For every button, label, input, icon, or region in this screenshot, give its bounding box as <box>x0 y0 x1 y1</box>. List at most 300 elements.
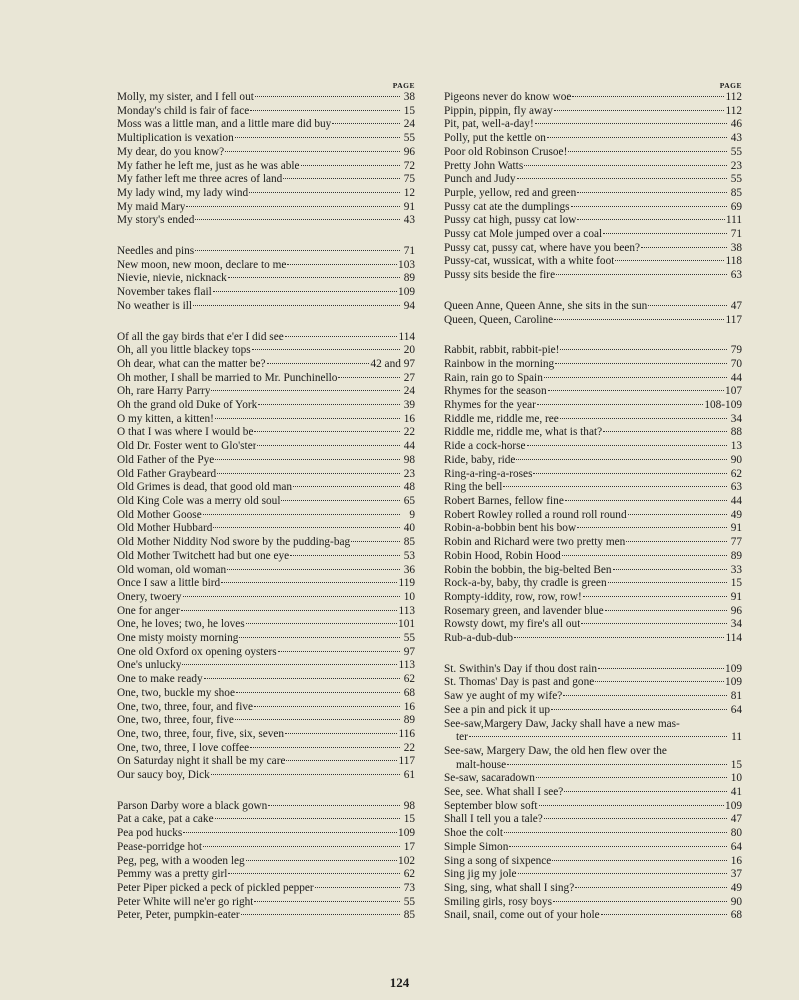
entry-title: Pussy sits beside the fire <box>444 269 556 282</box>
entry-page: 49 <box>730 508 742 521</box>
entry-title: Pit, pat, well-a-day! <box>444 118 534 131</box>
index-entry <box>117 160 415 174</box>
entry-page: 72 <box>403 159 415 172</box>
index-entry <box>444 855 742 869</box>
dot-leader <box>527 445 727 446</box>
entry-page: 75 <box>403 173 415 186</box>
dot-leader <box>605 610 727 611</box>
entry-page: 80 <box>730 827 742 840</box>
entry-page: 109 <box>725 676 742 689</box>
entry-title: One, two, buckle my shoe <box>117 686 235 699</box>
entry-title: Robin-a-bobbin bent his bow <box>444 522 577 535</box>
dot-leader <box>595 681 724 682</box>
index-entry <box>117 882 415 896</box>
entry-page: 64 <box>730 703 742 716</box>
entry-title: O my kitten, a kitten! <box>117 412 214 425</box>
dot-leader <box>258 404 400 405</box>
index-entry <box>444 118 742 132</box>
entry-title: September blow soft <box>444 799 538 812</box>
index-entry <box>117 577 415 591</box>
index-entry <box>117 536 415 550</box>
index-entry <box>444 146 742 160</box>
entry-page: 24 <box>403 118 415 131</box>
dot-leader <box>254 431 400 432</box>
entry-page: 109 <box>398 827 415 840</box>
entry-title: O that I was where I would be <box>117 426 254 439</box>
dot-leader <box>563 695 727 696</box>
dot-leader <box>285 733 397 734</box>
dot-leader <box>613 569 727 570</box>
dot-leader <box>518 873 728 874</box>
entry-page: 89 <box>403 714 415 727</box>
index-entry <box>117 146 415 160</box>
entry-page: 73 <box>403 881 415 894</box>
entry-page: 42 and 97 <box>370 357 415 370</box>
index-entry <box>444 228 742 242</box>
index-entry <box>444 745 742 759</box>
index-entry <box>117 605 415 619</box>
index-entry <box>117 173 415 187</box>
entry-page: 117 <box>725 313 742 326</box>
index-entry <box>117 550 415 564</box>
index-entry <box>444 481 742 495</box>
entry-page: 15 <box>403 104 415 117</box>
index-entry <box>444 495 742 509</box>
index-entry <box>444 632 742 646</box>
entry-page: 44 <box>730 371 742 384</box>
entry-page: 97 <box>403 645 415 658</box>
index-entry <box>444 690 742 704</box>
entry-page: 68 <box>403 686 415 699</box>
entry-title: One, he loves; two, he loves <box>117 618 245 631</box>
entry-title: Pea pod hucks <box>117 827 183 840</box>
index-entry <box>444 882 742 896</box>
entry-page: 55 <box>730 173 742 186</box>
dot-leader <box>516 459 727 460</box>
entry-page: 62 <box>730 467 742 480</box>
entry-title: Punch and Judy <box>444 173 516 186</box>
entry-title: See-saw,Margery Daw, Jacky shall have a new mas- <box>444 717 680 730</box>
index-entry <box>444 841 742 855</box>
entry-page: 62 <box>403 673 415 686</box>
index-entry <box>117 187 415 201</box>
dot-leader <box>577 219 724 220</box>
entry-title: Ring the bell <box>444 481 503 494</box>
dot-leader <box>564 791 727 792</box>
entry-page: 38 <box>403 91 415 103</box>
entry-page: 40 <box>403 522 415 535</box>
entry-title: Old Mother Hubbard <box>117 522 213 535</box>
entry-title: Monday's child is fair of face <box>117 104 250 117</box>
entry-title: Pussy cat high, pussy cat low <box>444 214 577 227</box>
dot-leader <box>254 706 400 707</box>
dot-leader <box>517 178 727 179</box>
dot-leader <box>211 390 400 391</box>
entry-page: 34 <box>730 618 742 631</box>
entry-page: 94 <box>403 299 415 312</box>
entry-title: Old Mother Twitchett had but one eye <box>117 549 290 562</box>
entry-page: 16 <box>730 854 742 867</box>
page-column-header: PAGE <box>719 81 742 90</box>
dot-leader <box>547 137 727 138</box>
dot-leader <box>641 247 727 248</box>
entry-page: 10 <box>730 772 742 785</box>
index-entry <box>117 344 415 358</box>
entry-page: 103 <box>398 258 415 271</box>
index-entry <box>117 372 415 386</box>
entry-page: 79 <box>730 344 742 357</box>
dot-leader <box>332 123 400 124</box>
entry-title: My father he left me, just as he was able <box>117 159 300 172</box>
entry-page: 64 <box>730 840 742 853</box>
entry-page: 53 <box>403 549 415 562</box>
index-entry <box>117 714 415 728</box>
index-entry <box>444 868 742 882</box>
entry-page: 15 <box>730 758 742 771</box>
entry-page: 108-109 <box>704 399 742 412</box>
entry-title: Rainbow in the morning <box>444 357 555 370</box>
dot-leader <box>228 873 400 874</box>
entry-title: malt-house <box>456 758 507 771</box>
entry-title: Molly, my sister, and I fell out <box>117 91 254 103</box>
dot-leader <box>575 887 727 888</box>
index-entry <box>444 577 742 591</box>
entry-page: 55 <box>730 145 742 158</box>
entry-title: Old King Cole was a merry old soul <box>117 494 281 507</box>
entry-page: 91 <box>730 590 742 603</box>
entry-page: 77 <box>730 536 742 549</box>
entry-title: Oh, all you little blackey tops <box>117 344 251 357</box>
entry-title: See a pin and pick it up <box>444 703 551 716</box>
index-entry <box>444 618 742 632</box>
index-entry <box>117 468 415 482</box>
entry-title: Old Father of the Pye <box>117 453 215 466</box>
page-column-header: PAGE <box>392 81 415 90</box>
index-entry <box>117 118 415 132</box>
entry-title: Rhymes for the year <box>444 399 536 412</box>
index-entry <box>444 399 742 413</box>
dot-leader <box>551 709 727 710</box>
index-entry <box>444 132 742 146</box>
index-entry <box>117 259 415 273</box>
entry-page: 62 <box>403 868 415 881</box>
entry-title: Pussy-cat, wussicat, with a white foot <box>444 255 615 268</box>
index-entry <box>444 564 742 578</box>
dot-leader <box>554 319 724 320</box>
entry-title: ter <box>456 731 468 744</box>
dot-leader <box>554 110 725 111</box>
dot-leader <box>509 846 727 847</box>
entry-page: 16 <box>403 700 415 713</box>
dot-leader <box>195 219 400 220</box>
entry-title: Old Mother Goose <box>117 508 202 521</box>
entry-page: 23 <box>403 467 415 480</box>
entry-title: Smiling girls, rosy boys <box>444 895 552 908</box>
dot-leader <box>608 582 727 583</box>
entry-page: 55 <box>403 895 415 908</box>
index-entry <box>444 605 742 619</box>
index-entry <box>117 632 415 646</box>
dot-leader <box>268 805 400 806</box>
dot-leader <box>249 192 400 193</box>
entry-page: 69 <box>730 200 742 213</box>
dot-leader <box>544 377 727 378</box>
entry-title: Ride, baby, ride <box>444 453 516 466</box>
index-entry <box>117 105 415 119</box>
dot-leader <box>581 623 727 624</box>
entry-page: 37 <box>730 868 742 881</box>
index-entry <box>444 160 742 174</box>
dot-leader <box>217 473 400 474</box>
entry-title: New moon, new moon, declare to me <box>117 258 287 271</box>
index-entry <box>117 868 415 882</box>
dot-leader <box>290 555 400 556</box>
entry-page: 39 <box>403 399 415 412</box>
dot-leader <box>544 818 727 819</box>
entry-page: 85 <box>403 536 415 549</box>
entry-page: 41 <box>730 786 742 799</box>
entry-title: Oh mother, I shall be married to Mr. Punchinello <box>117 371 338 384</box>
dot-leader <box>293 486 400 487</box>
dot-leader <box>195 250 400 251</box>
entry-page: 63 <box>730 269 742 282</box>
entry-title: Multiplication is vexation <box>117 132 234 145</box>
entry-title: One, two, three, four, five <box>117 714 234 727</box>
entry-page: 119 <box>398 577 415 590</box>
dot-leader <box>504 832 727 833</box>
index-entry <box>117 701 415 715</box>
right-column <box>444 80 742 940</box>
entry-page: 70 <box>730 357 742 370</box>
dot-leader <box>225 151 400 152</box>
index-entry <box>117 687 415 701</box>
dot-leader <box>227 569 400 570</box>
entry-page: 10 <box>403 590 415 603</box>
index-entry <box>444 300 742 314</box>
entry-title: My father left me three acres of land <box>117 173 283 186</box>
index-group <box>117 800 415 923</box>
entry-page: 12 <box>403 186 415 199</box>
entry-title: On Saturday night it shall be my care <box>117 755 286 768</box>
dot-leader <box>524 165 727 166</box>
index-entry <box>444 468 742 482</box>
dot-leader <box>281 500 400 501</box>
dot-leader <box>183 596 400 597</box>
dot-leader <box>568 151 727 152</box>
dot-leader <box>286 760 397 761</box>
entry-title: One old Oxford ox opening oysters <box>117 645 277 658</box>
entry-title: Pease-porridge hot <box>117 840 203 853</box>
dot-leader <box>536 777 727 778</box>
index-group <box>117 91 415 228</box>
index-entry <box>444 786 742 800</box>
entry-page: 46 <box>730 118 742 131</box>
dot-leader <box>215 818 400 819</box>
entry-title: My lady wind, my lady wind <box>117 186 249 199</box>
index-entry <box>117 286 415 300</box>
right-index-groups <box>444 91 742 923</box>
entry-title: Old Father Graybeard <box>117 467 217 480</box>
dot-leader <box>246 623 397 624</box>
entry-page: 113 <box>398 604 415 617</box>
entry-title: Oh, rare Harry Parry <box>117 385 211 398</box>
dot-leader <box>252 349 400 350</box>
entry-title: Rompty-iddity, row, row, row! <box>444 590 582 603</box>
entry-page: 85 <box>730 186 742 199</box>
index-entry <box>444 896 742 910</box>
entry-page: 98 <box>403 799 415 812</box>
dot-leader <box>250 747 400 748</box>
dot-leader <box>601 914 727 915</box>
entry-page: 48 <box>403 481 415 494</box>
entry-page: 15 <box>403 813 415 826</box>
dot-leader <box>507 764 727 765</box>
index-entry <box>444 344 742 358</box>
entry-title: Rowsty dowt, my fire's all out <box>444 618 581 631</box>
entry-title: Rock-a-by, baby, thy cradle is green <box>444 577 607 590</box>
entry-page: 68 <box>730 909 742 922</box>
dot-leader <box>203 514 400 515</box>
entry-page: 34 <box>730 412 742 425</box>
dot-leader <box>182 664 397 665</box>
entry-title: My maid Mary <box>117 200 186 213</box>
index-entry <box>444 772 742 786</box>
index-entry <box>444 214 742 228</box>
index-entry <box>444 676 742 690</box>
entry-page: 114 <box>398 330 415 343</box>
entry-page: 88 <box>730 426 742 439</box>
index-entry <box>117 399 415 413</box>
dot-leader <box>556 274 727 275</box>
dot-leader <box>278 651 400 652</box>
dot-leader <box>255 96 400 97</box>
entry-page: 15 <box>730 577 742 590</box>
index-group <box>444 300 742 327</box>
entry-title: Purple, yellow, red and green <box>444 186 577 199</box>
entry-title: Of all the gay birds that e'er I did see <box>117 330 284 343</box>
index-entry <box>117 522 415 536</box>
entry-page: 43 <box>730 132 742 145</box>
entry-title: November takes flail <box>117 286 212 299</box>
entry-page: 71 <box>403 245 415 258</box>
index-entry <box>117 728 415 742</box>
index-entry <box>117 132 415 146</box>
index-entry <box>444 731 742 745</box>
dot-leader <box>503 486 727 487</box>
entry-page: 55 <box>403 632 415 645</box>
index-entry <box>117 591 415 605</box>
entry-title: One for anger <box>117 604 180 617</box>
entry-page: 112 <box>725 91 742 103</box>
index-group <box>444 91 742 283</box>
entry-page: 89 <box>403 272 415 285</box>
dot-leader <box>565 500 727 501</box>
entry-page: 49 <box>730 881 742 894</box>
index-entry <box>117 827 415 841</box>
entry-page: 63 <box>730 481 742 494</box>
index-entry <box>444 372 742 386</box>
index-entry <box>117 742 415 756</box>
entry-title: Rain, rain go to Spain <box>444 371 543 384</box>
index-entry <box>444 663 742 677</box>
dot-leader <box>583 596 727 597</box>
entry-title: Robert Rowley rolled a round roll round <box>444 508 627 521</box>
entry-page: 33 <box>730 563 742 576</box>
entry-title: Sing, sing, what shall I sing? <box>444 881 575 894</box>
entry-page: 47 <box>730 813 742 826</box>
index-entry <box>117 331 415 345</box>
entry-page: 107 <box>725 385 742 398</box>
entry-title: Onery, twoery <box>117 590 182 603</box>
index-entry <box>117 509 415 523</box>
entry-title: Once I saw a little bird <box>117 577 221 590</box>
index-entry <box>444 105 742 119</box>
entry-title: Pretty John Watts <box>444 159 524 172</box>
entry-title: Riddle me, riddle me, ree <box>444 412 559 425</box>
entry-title: Polly, put the kettle on <box>444 132 546 145</box>
dot-leader <box>628 514 727 515</box>
index-entry <box>117 618 415 632</box>
entry-page: 114 <box>725 632 742 645</box>
entry-title: Shoe the colt <box>444 827 503 840</box>
index-group <box>444 663 742 923</box>
dot-leader <box>186 206 400 207</box>
entry-title: Ring-a-ring-a-roses <box>444 467 533 480</box>
index-entry <box>444 718 742 732</box>
entry-page: 23 <box>730 159 742 172</box>
index-entry <box>117 841 415 855</box>
dot-leader <box>213 291 397 292</box>
dot-leader <box>215 418 400 419</box>
dot-leader <box>250 110 400 111</box>
dot-leader <box>539 805 725 806</box>
index-entry <box>117 909 415 923</box>
entry-page: 61 <box>403 769 415 782</box>
entry-page: 111 <box>725 214 742 227</box>
dot-leader <box>514 637 724 638</box>
dot-leader <box>560 349 727 350</box>
index-entry <box>117 481 415 495</box>
entry-title: Old woman, old woman <box>117 563 227 576</box>
index-entry <box>117 440 415 454</box>
index-group <box>117 245 415 314</box>
entry-title: Saw ye aught of my wife? <box>444 690 563 703</box>
index-entry <box>117 245 415 259</box>
dot-leader <box>228 277 400 278</box>
dot-leader <box>215 459 400 460</box>
entry-page: 38 <box>730 241 742 254</box>
index-entry <box>444 827 742 841</box>
left-column <box>117 80 415 940</box>
dot-leader <box>553 901 727 902</box>
index-entry <box>444 704 742 718</box>
index-entry <box>444 173 742 187</box>
dot-leader <box>193 305 400 306</box>
entry-title: One, two, three, four, and five <box>117 700 254 713</box>
entry-page: 9 <box>409 508 415 521</box>
dot-leader <box>183 832 397 833</box>
entry-title: Queen Anne, Queen Anne, she sits in the sun <box>444 299 648 312</box>
dot-leader <box>555 363 727 364</box>
entry-title: My story's ended <box>117 214 195 227</box>
index-entry <box>444 591 742 605</box>
dot-leader <box>648 305 727 306</box>
entry-title: Pigeons never do know woe <box>444 91 572 103</box>
index-entry <box>117 659 415 673</box>
entry-page: 118 <box>725 255 742 268</box>
entry-page: 11 <box>731 731 742 744</box>
index-group <box>117 331 415 783</box>
